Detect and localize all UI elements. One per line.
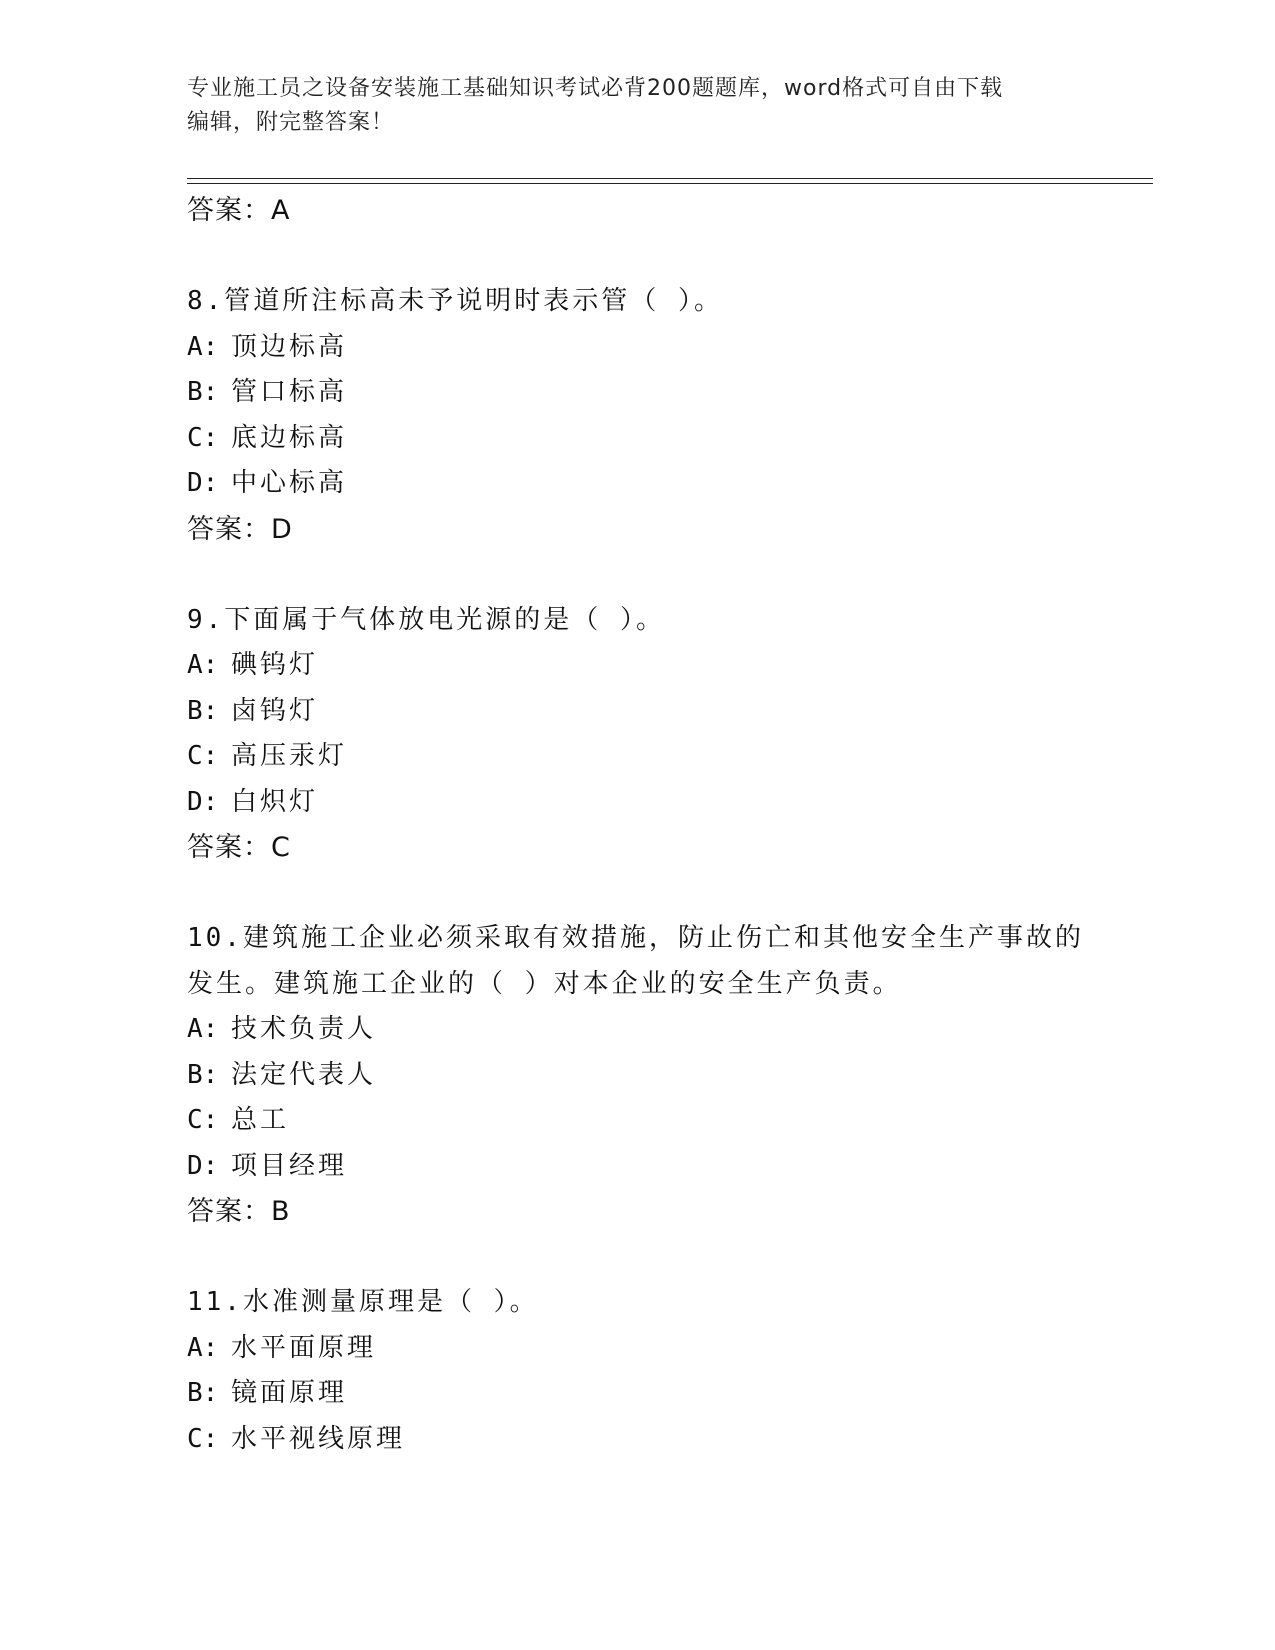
- option-key: B:: [187, 1059, 219, 1090]
- option-key: D:: [187, 786, 219, 817]
- option-a: [187, 325, 1147, 371]
- question-stem: 11.水准测量原理是（ ）。: [187, 1287, 539, 1317]
- option-key: B:: [187, 1378, 219, 1408]
- option-text: 水平面原理: [231, 1332, 377, 1363]
- option-key: C:: [187, 741, 219, 771]
- previous-answer: 答案：A: [187, 195, 291, 226]
- option-key: C:: [187, 422, 219, 453]
- option-a: [187, 643, 1147, 689]
- question-stem: 8.管道所注标高未予说明时表示管（ ）。: [187, 286, 723, 316]
- option-text: 镜面原理: [231, 1378, 348, 1408]
- option-key: D:: [187, 468, 219, 498]
- option-c: [187, 1098, 1147, 1144]
- option-text: 技术负责人: [231, 1014, 377, 1044]
- option-a: [187, 1326, 1147, 1372]
- question-answer: 答案：D: [187, 513, 293, 545]
- question-stem: 10.建筑施工企业必须采取有效措施，防止伤亡和其他安全生产事故的: [187, 923, 1084, 953]
- option-d: [187, 780, 1147, 826]
- option-text: 项目经理: [231, 1150, 348, 1181]
- question-answer: 答案：C: [187, 832, 291, 863]
- question-list: [187, 188, 1147, 1462]
- option-b: [187, 1371, 1147, 1417]
- option-key: B:: [187, 695, 219, 726]
- option-text: 管口标高: [231, 377, 348, 407]
- header-title-line-2: 编辑，附完整答案！: [187, 110, 395, 135]
- option-text: 卤钨灯: [231, 695, 319, 726]
- document-header: [187, 72, 1087, 140]
- question-block: [187, 279, 1147, 552]
- option-b: [187, 1053, 1147, 1099]
- question-block: [187, 1280, 1147, 1462]
- option-c: [187, 734, 1147, 780]
- option-key: C:: [187, 1105, 219, 1135]
- option-key: A:: [187, 1332, 219, 1363]
- question-answer: 答案：B: [187, 1196, 291, 1227]
- option-text: 碘钨灯: [231, 650, 319, 680]
- question-block: [187, 598, 1147, 871]
- option-key: B:: [187, 377, 219, 407]
- header-title-line-1: 专业施工员之设备安装施工基础知识考试必背200题题库，word格式可自由下载: [187, 76, 1004, 101]
- option-a: [187, 1007, 1147, 1053]
- option-text: 底边标高: [231, 422, 348, 453]
- option-key: C:: [187, 1423, 219, 1454]
- option-text: 白炽灯: [231, 786, 319, 817]
- question-block: [187, 916, 1147, 1235]
- option-key: D:: [187, 1150, 219, 1181]
- option-b: [187, 370, 1147, 416]
- spacer: [187, 1235, 1147, 1281]
- header-divider-top: [187, 178, 1153, 179]
- question-stem-continued: 发生。建筑施工企业的（ ）对本企业的安全生产负责。: [187, 968, 902, 999]
- option-b: [187, 689, 1147, 735]
- option-text: 总工: [231, 1105, 290, 1135]
- question-stem: 9.下面属于气体放电光源的是（ ）。: [187, 604, 665, 635]
- header-divider-bottom: [187, 183, 1153, 184]
- option-key: A:: [187, 331, 219, 362]
- spacer: [187, 871, 1147, 917]
- option-c: [187, 1417, 1147, 1463]
- option-text: 中心标高: [231, 468, 348, 498]
- option-d: [187, 1144, 1147, 1190]
- option-key: A:: [187, 1014, 219, 1044]
- option-text: 法定代表人: [231, 1059, 377, 1090]
- option-text: 顶边标高: [231, 331, 348, 362]
- option-key: A:: [187, 650, 219, 680]
- option-text: 水平视线原理: [231, 1423, 406, 1454]
- spacer: [187, 234, 1147, 280]
- option-text: 高压汞灯: [231, 741, 348, 771]
- spacer: [187, 552, 1147, 598]
- option-d: [187, 461, 1147, 507]
- option-c: [187, 416, 1147, 462]
